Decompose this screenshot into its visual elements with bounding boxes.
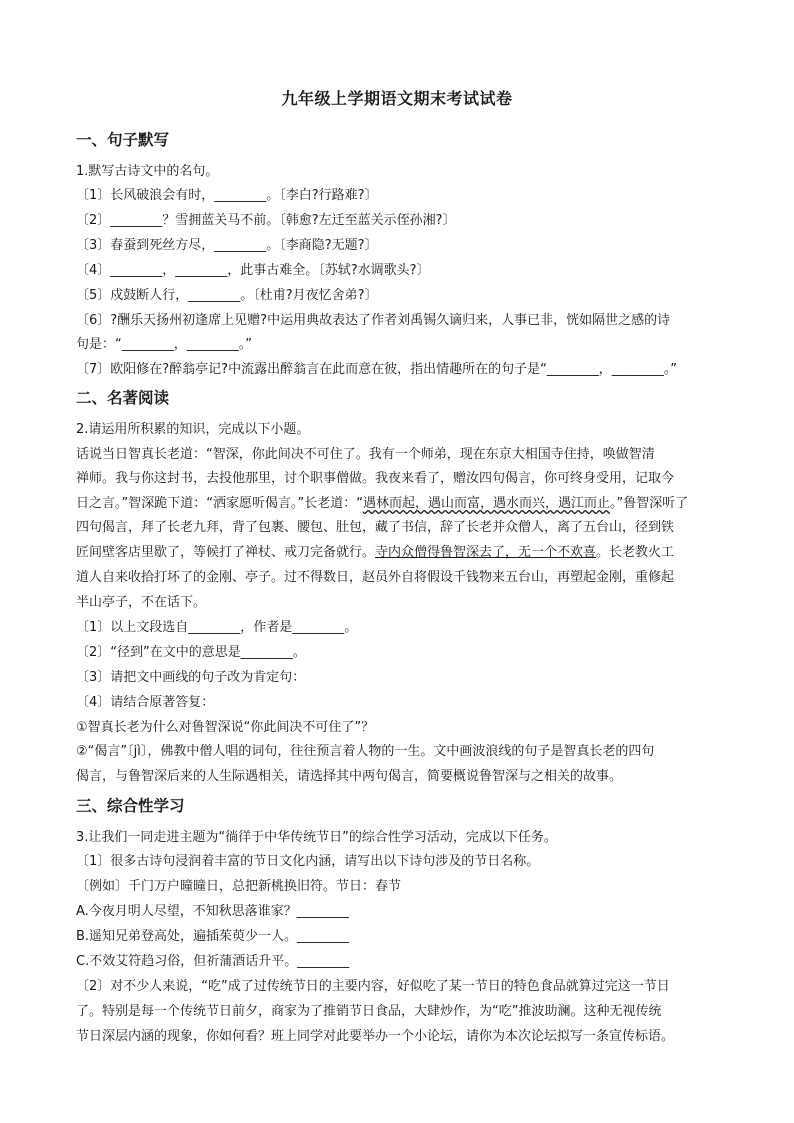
passage-line-5: 匠间壁客店里歇了，等候打了禅杖、戒刀完备就行。寺内众僧得鲁智深去了，无一个不欢喜。长老教火工 <box>76 545 675 560</box>
question-1-item-6-line-1: 〔6〕?酬乐天扬州初逢席上见赠?中运用典故表达了作者刘禹锡久谪归来，人事已非，恍如隔世之感的诗 <box>76 313 671 328</box>
underlined-sentence: 寺内众僧得鲁智深去了，无一个不欢喜 <box>375 545 597 560</box>
question-3-option-b: B.遥知兄弟登高处，遍插茱萸少一人。________ <box>76 929 350 944</box>
page-title: 九年级上学期语文期末考试试卷 <box>281 89 513 108</box>
question-3-sub-1: 〔1〕很多古诗句浸润着丰富的节日文化内涵，请写出以下诗句涉及的节日名称。 <box>76 854 540 869</box>
question-3-sub-2-line-1: 〔2〕对不少人来说，“吃”成了过传统节日的主要内容，好似吃了某一节日的特色食品就算过完这一节日 <box>76 979 670 994</box>
question-2-sub-4-b-line-1: ②“偈言”〔jì〕，佛教中僧人唱的词句，往往预言着人物的一生。文中画波浪线的句子是智真长老的四句 <box>76 744 655 759</box>
question-1-item-5: 〔5〕戍鼓断人行，________。〔杜甫?月夜忆舍弟?〕 <box>76 288 378 303</box>
section-heading-3: 三、综合性学习 <box>76 797 185 815</box>
question-2-sub-4-a: ①智真长老为什么对鲁智深说“你此间决不可住了”？ <box>76 720 375 735</box>
question-2-sub-1: 〔1〕以上文段选自________，作者是________。 <box>76 620 358 635</box>
passage-line-2: 禅师。我与你这封书，去投他那里，讨个职事僧做。我夜来看了，赠汝四句偈言，你可终身受用，记取今 <box>76 471 675 486</box>
question-2-sub-4: 〔4〕请结合原著答复： <box>76 695 215 710</box>
question-2-stem: 2.请运用所积累的知识，完成以下小题。 <box>76 422 310 437</box>
question-1-item-2: 〔2〕________？雪拥蓝关马不前。〔韩愈?左迁至蓝关示侄孙湘?〕 <box>76 213 456 228</box>
question-3-example: 〔例如〕千门万户曈曈日，总把新桃换旧符。节日：春节 <box>76 879 402 894</box>
section-heading-2: 二、名著阅读 <box>76 389 170 407</box>
section-heading-1: 一、句子默写 <box>76 131 170 149</box>
question-1-item-4: 〔4〕________，________，此事古难全。〔苏轼?水调歌头?〕 <box>76 263 430 278</box>
question-3-option-a: A.今夜月明人尽望，不知秋思落谁家？________ <box>76 904 349 919</box>
question-3-sub-2-line-3: 节日深层内涵的现象，你如何看？班上同学对此要举办一个小论坛，请你为本次论坛拟写一条宣传标语。 <box>76 1029 675 1044</box>
passage-line-6: 道人自来收拾打坏了的金刚、亭子。过不得数日，赵员外自将假设千钱物来五台山，再塑起金刚，重修起 <box>76 570 675 585</box>
question-2-sub-2: 〔2〕“径到”在文中的意思是________。 <box>76 645 306 660</box>
question-1-stem: 1.默写古诗文中的名句。 <box>76 164 219 179</box>
passage-line-1: 话说当日智真长老道：“智深，你此间决不可住了。我有一个师弟，现在东京大相国寺住持，唤做智清 <box>76 447 655 462</box>
passage-line-7: 半山亭子，不在话下。 <box>76 595 207 610</box>
question-3-stem: 3.让我们一同走进主题为“徜徉于中华传统节日”的综合性学习活动，完成以下任务。 <box>76 830 557 845</box>
question-1-item-6-line-2: 句是：“________，________。” <box>76 337 252 352</box>
wavy-underlined-sentence: 遇林而起，遇山而富，遇水而兴，遇江而止 <box>362 496 610 511</box>
question-2-sub-3: 〔3〕请把文中画线的句子改为肯定句： <box>76 670 306 685</box>
question-1-item-1: 〔1〕长风破浪会有时，________。〔李白?行路难?〕 <box>76 188 378 203</box>
question-3-option-c: C.不效艾符趋习俗，但祈蒲酒话升平。________ <box>76 954 350 969</box>
question-1-item-7: 〔7〕欧阳修在?醉翁亭记?中流露出醉翁言在此而意在彼，指出情趣所在的句子是“________，________。” <box>76 362 678 377</box>
question-3-sub-2-line-2: 了。特别是每一个传统节日前夕，商家为了推销节日食品，大肆炒作，为“吃”推波助澜。这种无视传统 <box>76 1004 662 1019</box>
passage-line-3: 日之言。”智深跪下道：“洒家愿听偈言。”长老道：“遇林而起，遇山而富，遇水而兴，遇江而止。”鲁智深听了 <box>76 496 689 511</box>
question-1-item-3: 〔3〕春蚕到死丝方尽，________。〔李商隐?无题?〕 <box>76 238 378 253</box>
question-2-sub-4-b-line-2: 偈言，与鲁智深后来的人生际遇相关，请选择其中两句偈言，简要概说鲁智深与之相关的故事。 <box>76 769 623 784</box>
passage-line-4: 四句偈言，拜了长老九拜，背了包裹、腰包、肚包，藏了书信，辞了长老并众僧人，离了五台山，径到铁 <box>76 520 675 535</box>
